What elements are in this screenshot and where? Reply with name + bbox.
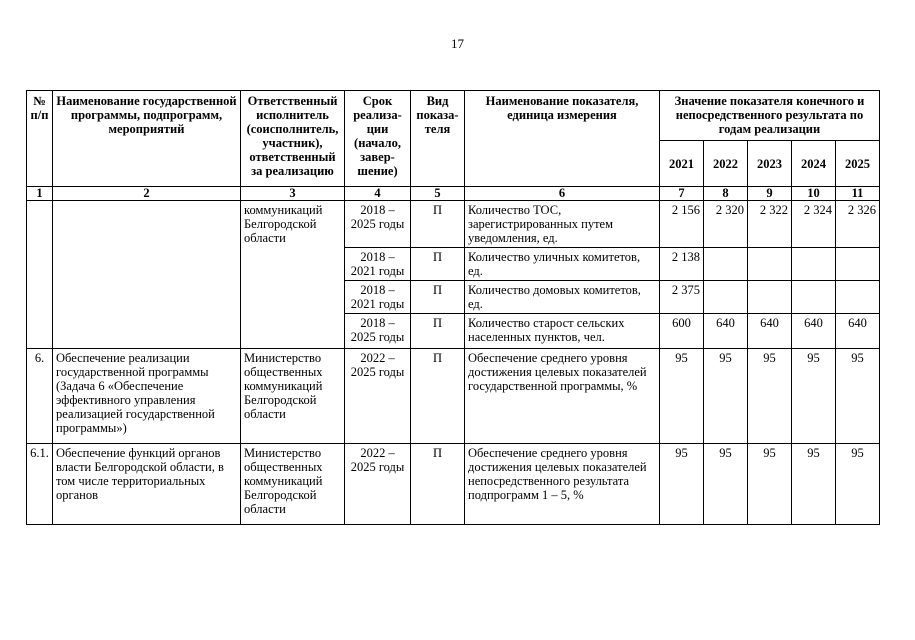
row-indicator: Количество старост сельских населенных пунктов, чел. [465, 314, 660, 349]
row-value: 95 [660, 349, 704, 444]
header-year: 2021 [660, 141, 704, 187]
row-name: Обеспечение реализации государственной программы (Задача 6 «Обеспечение эффективного управления реализацией государственной программы») [53, 349, 241, 444]
table-row [27, 201, 880, 248]
row-value [792, 248, 836, 281]
indicators-table [26, 90, 880, 525]
row-value: 2 324 [792, 201, 836, 248]
row-value [836, 281, 880, 314]
row-indicator: Количество ТОС, зарегистрированных путем уведомления, ед. [465, 201, 660, 248]
column-number: 8 [704, 187, 748, 201]
row-value: 2 375 [660, 281, 704, 314]
row-term: 2018 – 2025 годы [345, 314, 411, 349]
row-value: 2 326 [836, 201, 880, 248]
row-name [53, 201, 241, 349]
row-kind: П [411, 201, 465, 248]
row-indicator: Обеспечение среднего уровня достижения целевых показателей государственной программы, % [465, 349, 660, 444]
row-term: 2022 – 2025 годы [345, 444, 411, 525]
row-value: 95 [660, 444, 704, 525]
row-kind: П [411, 444, 465, 525]
table-row [27, 444, 880, 525]
row-num [27, 201, 53, 349]
header-values: Значение показателя конечного и непосредственного результата по годам реализации [660, 91, 880, 141]
row-value: 95 [748, 349, 792, 444]
row-value [748, 248, 792, 281]
table-row [27, 349, 880, 444]
header-year: 2023 [748, 141, 792, 187]
header-indicator: Наименование показателя, единица измерения [465, 91, 660, 187]
row-kind: П [411, 248, 465, 281]
row-term: 2022 – 2025 годы [345, 349, 411, 444]
row-value: 2 320 [704, 201, 748, 248]
row-indicator: Количество домовых комитетов, ед. [465, 281, 660, 314]
row-term: 2018 – 2021 годы [345, 281, 411, 314]
column-number: 11 [836, 187, 880, 201]
column-number: 9 [748, 187, 792, 201]
row-indicator: Обеспечение среднего уровня достижения целевых показателей непосредственного результата подпрограмм 1 – 5, % [465, 444, 660, 525]
row-value: 640 [836, 314, 880, 349]
column-number: 5 [411, 187, 465, 201]
row-term: 2018 – 2021 годы [345, 248, 411, 281]
row-value: 2 322 [748, 201, 792, 248]
row-executor: Министерство общественных коммуникаций Белгородской области [241, 349, 345, 444]
row-value: 640 [792, 314, 836, 349]
column-number: 6 [465, 187, 660, 201]
header-num: № п/п [27, 91, 53, 187]
row-term: 2018 – 2025 годы [345, 201, 411, 248]
row-name: Обеспечение функций органов власти Белгородской области, в том числе территориальных органов [53, 444, 241, 525]
column-number: 10 [792, 187, 836, 201]
row-value: 95 [792, 444, 836, 525]
header-name: Наименование государственной программы, подпрограмм, мероприятий [53, 91, 241, 187]
row-executor: коммуникаций Белгородской области [241, 201, 345, 349]
table-header-row [27, 91, 880, 141]
page-number: 17 [451, 36, 464, 51]
row-num: 6. [27, 349, 53, 444]
column-number: 1 [27, 187, 53, 201]
row-value: 95 [792, 349, 836, 444]
row-value: 95 [836, 349, 880, 444]
row-value [748, 281, 792, 314]
column-number: 2 [53, 187, 241, 201]
column-number: 7 [660, 187, 704, 201]
header-executor: Ответственный исполнитель (соисполнитель, участник), ответственный за реализацию [241, 91, 345, 187]
header-year: 2025 [836, 141, 880, 187]
column-numbers-row [27, 187, 880, 201]
row-value [836, 248, 880, 281]
row-value: 640 [704, 314, 748, 349]
row-value [704, 281, 748, 314]
row-value: 2 156 [660, 201, 704, 248]
row-kind: П [411, 349, 465, 444]
row-indicator: Количество уличных комитетов, ед. [465, 248, 660, 281]
row-value [792, 281, 836, 314]
row-value: 95 [704, 349, 748, 444]
row-value [704, 248, 748, 281]
header-kind: Вид показа-теля [411, 91, 465, 187]
row-kind: П [411, 314, 465, 349]
row-value: 640 [748, 314, 792, 349]
row-value: 95 [748, 444, 792, 525]
row-value: 95 [836, 444, 880, 525]
row-value: 600 [660, 314, 704, 349]
header-term: Срок реализа-ции (начало, завер-шение) [345, 91, 411, 187]
row-executor: Министерство общественных коммуникаций Белгородской области [241, 444, 345, 525]
row-value: 2 138 [660, 248, 704, 281]
header-year: 2022 [704, 141, 748, 187]
column-number: 4 [345, 187, 411, 201]
row-num: 6.1. [27, 444, 53, 525]
header-year: 2024 [792, 141, 836, 187]
row-value: 95 [704, 444, 748, 525]
column-number: 3 [241, 187, 345, 201]
row-kind: П [411, 281, 465, 314]
